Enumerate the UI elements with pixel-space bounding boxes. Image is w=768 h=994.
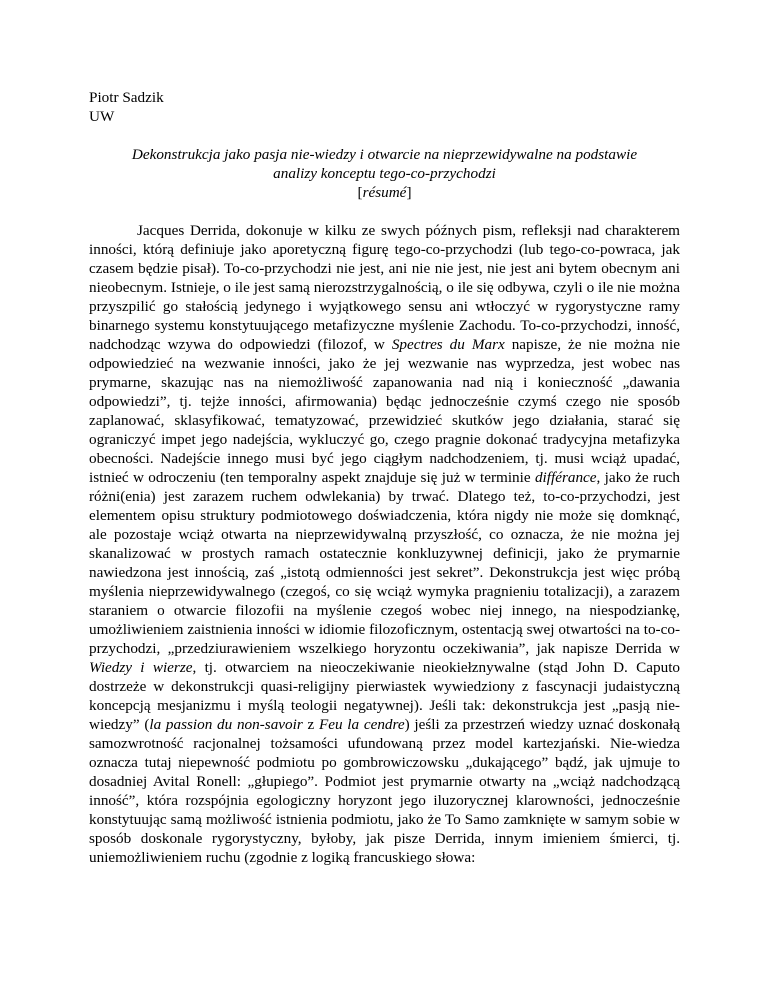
body-segment: napisze, że nie można nie odpowiedzieć na wezwanie inności, jako że jej wezwanie nas wyprzedza, jest wobec nas prymarne, skazując nas na niemożliwość zapanowania nad nią i konieczność „dawania odpowiedzi”, tj. tejże inności, afirmowania) będąc jednocześnie czymś czego nie sposób zaplanować, sklasyfikować, tematyzować, przewidzieć skutków jego działania, starać się ograniczyć impet jego nadejścia, wykluczyć go, czego pragnie dokonać tradycyjna metafizyka obecności. Nadejście innego musi być jego ciągłym nadchodzeniem, tj. musi wciąż upadać, istnieć w odroczeniu (ten temporalny aspekt znajduje się już w terminie <box>89 336 680 486</box>
body-segment-italic: différance <box>534 469 597 486</box>
body-segment: ) jeśli za przestrzeń wiedzy uznać doskonałą samozwrotność racjonalnej tożsamości ufundowaną przez model kartezjański. Nie-wiedza oznacza tutaj niepewność podmiotu po gombrowiczowsku „dukającego” bądź, jak ujmuje to dosadniej Avital Ronell: „głupiego”. Podmiot jest prymarnie otwarty na „wciąż nadchodzącą inność”, która rozspójnia egologiczny horyzont jego iluzorycznej klarowności, jednocześnie konstytuując samą możliwość istnienia podmiotu, jako że To Samo zamknięte w samym sobie w sposób doskonale rygorystyczny, byłoby, jak pisze Derrida, innym imieniem śmierci, tj. uniemożliwieniem ruchu (zgodnie z logiką francuskiego słowa: <box>89 716 681 866</box>
body-segment: , jako że ruch różni(enia) jest zarazem ruchem odwlekania) by trwać. Dlatego też, to-co-przychodzi, jest elementem opisu struktury podmiotowego doświadczenia, która nigdy nie może się domknąć, ale pozostaje wciąż otwarta na nieprzewidywalną przyszłość, co oznacza, że nie można jej skanalizować w prostych ramach ostatecznie konkluzywnej definicji, jako że prymarnie nawiedzona jest innością, zaś „istotą odmienności jest sekret”. Dekonstrukcja jest więc próbą myślenia nieprzewidywalnego (czegoś, co się wciąż wymyka pragnieniu totalizacji), a zarazem staraniem o otwarcie filozofii na myślenie czegoś wobec niej innego, na niespodziankę, umożliwieniem zaistnienia inności w idiomie filozoficznym, ostentacją swej otwartości na to-co-przychodzi, „przedziurawieniem wszelkiego horyzontu oczekiwania”, jak napisze Derrida w <box>89 469 680 657</box>
body-segment-italic: Feu la cendre <box>318 716 405 733</box>
body-segment: , tj. otwarciem na nieoczekiwanie nieokiełznywalne (stąd John D. Caputo dostrzeże w dekonstrukcji quasi-religijny pierwiastek wywiedziony z fascynacji judaistyczną koncepcją mesjanizmu i myślą teologii negatywnej). Jeśli tak: dekonstrukcja jest „pasją nie-wiedzy” ( <box>89 659 681 733</box>
resume-label <box>89 183 680 202</box>
author-affiliation: UW <box>89 108 115 125</box>
resume-bracket-close: ] <box>406 184 412 201</box>
document-title <box>89 145 680 202</box>
body-segment-italic: la passion du non-savoir <box>149 716 303 733</box>
body-segment: z <box>302 716 319 733</box>
body-segment-italic: Wiedzy i wierze <box>89 659 193 676</box>
body-paragraph <box>89 221 680 867</box>
body-segment-italic: Spectres du Marx <box>391 336 505 353</box>
author-name: Piotr Sadzik <box>89 89 164 106</box>
resume-bracket-open: [ <box>357 184 363 201</box>
resume-word: résumé <box>362 184 407 201</box>
body-segment: Jacques Derrida, dokonuje w kilku ze swych późnych pism, refleksji nad charakterem inności, którą definiuje jako aporetyczną figurę tego-co-przychodzi (lub tego-co-powraca, jak czasem będzie pisał). To-co-przychodzi nie jest, ani nie nie jest, nie jest ani bytem obecnym ani nieobecnym. Istnieje, o ile jest samą nierozstrzygalnością, o ile się odbywa, czyli o ile nie można przyszpilić go stałością jedynego i wyjątkowego sensu ani wtłoczyć w rygorystyczne ramy binarnego systemu konstytuującego metafizyczne myślenie Zachodu. To-co-przychodzi, inność, nadchodząc wzywa do odpowiedzi (filozof, w <box>89 222 680 353</box>
title-line-1: Dekonstrukcja jako pasja nie-wiedzy i otwarcie na nieprzewidywalne na podstawie <box>131 146 638 163</box>
title-line-2: analizy konceptu tego-co-przychodzi <box>273 165 496 182</box>
document-page <box>89 88 680 882</box>
